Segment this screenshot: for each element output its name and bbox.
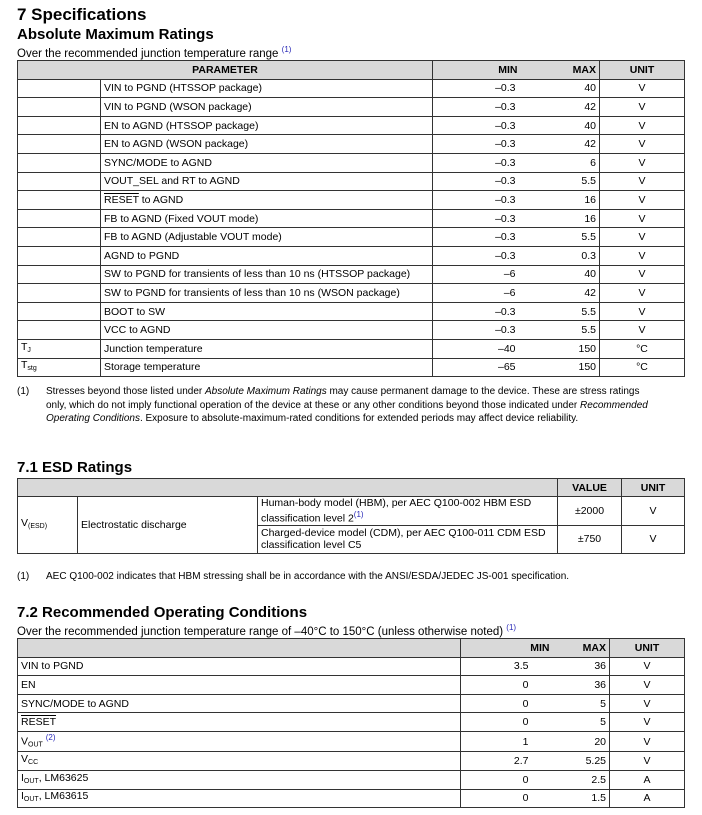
symbol-cell [18, 284, 101, 303]
min-cell: 0 [461, 713, 553, 732]
min-cell: –0.3 [433, 321, 521, 340]
max-cell: 0.3 [521, 246, 600, 265]
esd-table [17, 478, 685, 554]
parameter-cell [18, 676, 461, 695]
unit-cell: °C [600, 339, 685, 358]
max-cell: 5 [553, 694, 610, 713]
min-cell: 0 [461, 694, 553, 713]
esd-unit-cdm: V [622, 525, 685, 553]
max-cell: 5.5 [521, 302, 600, 321]
unit-cell: °C [600, 358, 685, 377]
parameter-cell [101, 79, 433, 98]
unit-cell: V [610, 657, 685, 676]
header-blank [18, 639, 461, 658]
min-cell: 0 [461, 676, 553, 695]
esd-value-cdm: ±750 [558, 525, 622, 553]
abs-max-footnote [17, 385, 657, 441]
param-overline: RESET [21, 716, 57, 729]
param-text: V [21, 735, 29, 748]
section-title: 7 Specifications [17, 5, 147, 24]
param-text: I [21, 790, 24, 803]
roc-subtitle-text: Over the recommended junction temperature range of –40°C to 150°C (unless otherwise noted) [17, 625, 504, 638]
esd-unit-hbm: V [622, 497, 685, 526]
table-row [18, 497, 685, 526]
symbol-cell [18, 172, 101, 191]
param-text: VIN to PGND (HTSSOP package) [104, 82, 262, 95]
unit-cell: V [600, 265, 685, 284]
param-sub: OUT [28, 741, 43, 749]
table-row [18, 98, 685, 117]
symbol-sub: (ESD) [28, 522, 48, 530]
min-cell: –0.3 [433, 228, 521, 247]
table-row [18, 657, 685, 676]
esd-description: Electrostatic discharge [78, 497, 258, 554]
unit-cell: V [600, 79, 685, 98]
table-row [18, 172, 685, 191]
table-row [18, 79, 685, 98]
table-row [18, 116, 685, 135]
parameter-cell [101, 116, 433, 135]
unit-cell: V [600, 228, 685, 247]
param-sub: OUT [23, 777, 39, 785]
parameter-cell [101, 246, 433, 265]
max-cell: 1.5 [553, 789, 610, 808]
symbol-cell [18, 358, 101, 377]
symbol-cell [18, 228, 101, 247]
parameter-cell [18, 694, 461, 713]
table-row [18, 135, 685, 154]
symbol-cell [18, 79, 101, 98]
table-row [18, 358, 685, 377]
header-blank [18, 479, 558, 497]
parameter-cell [101, 265, 433, 284]
max-cell: 36 [553, 657, 610, 676]
max-cell: 5.5 [521, 321, 600, 340]
param-text: EN to AGND (WSON package) [104, 138, 249, 151]
esd-symbol [18, 497, 78, 554]
min-cell: –65 [433, 358, 521, 377]
symbol-cell [18, 321, 101, 340]
unit-cell: V [600, 135, 685, 154]
table-row [18, 771, 685, 790]
table-row [18, 713, 685, 732]
table-row [18, 731, 685, 752]
unit-cell: A [610, 771, 685, 790]
symbol-cell [18, 153, 101, 172]
unit-cell: V [600, 191, 685, 210]
parameter-cell [101, 153, 433, 172]
table-row [18, 153, 685, 172]
unit-cell: V [610, 731, 685, 752]
symbol-sub: stg [27, 365, 37, 373]
header-min: MIN [433, 61, 521, 80]
max-cell: 5.5 [521, 172, 600, 191]
min-cell: –40 [433, 339, 521, 358]
table-header-row [18, 61, 685, 80]
header-unit: UNIT [600, 61, 685, 80]
table-row [18, 265, 685, 284]
min-cell: –0.3 [433, 98, 521, 117]
param-text: SYNC/MODE to AGND [21, 697, 129, 710]
max-cell: 2.5 [553, 771, 610, 790]
param-overline: RESET [104, 193, 139, 206]
symbol-sub: J [27, 346, 31, 354]
max-cell: 42 [521, 284, 600, 303]
parameter-cell [101, 321, 433, 340]
parameter-cell [101, 98, 433, 117]
unit-cell: V [600, 116, 685, 135]
param-text: Storage temperature [104, 361, 201, 374]
symbol-cell [18, 191, 101, 210]
table-row [18, 321, 685, 340]
param-sub: CC [28, 759, 39, 767]
min-cell: 0 [461, 771, 553, 790]
min-cell: –0.3 [433, 209, 521, 228]
param-text: EN [21, 678, 36, 691]
fn-text-1: Stresses beyond those listed under [46, 386, 205, 397]
max-cell: 40 [521, 79, 600, 98]
symbol-cell [18, 116, 101, 135]
footnote-text [46, 385, 656, 426]
unit-cell: V [600, 321, 685, 340]
unit-cell: V [600, 284, 685, 303]
min-cell: –0.3 [433, 79, 521, 98]
condition-text: Human-body model (HBM), per AEC Q100-002 HBM ESD classification level 2 [261, 497, 532, 525]
param-text: V [21, 753, 29, 766]
max-cell: 42 [521, 98, 600, 117]
unit-cell: A [610, 789, 685, 808]
symbol-cell [18, 265, 101, 284]
header-max: MAX [553, 639, 610, 658]
abs-max-table [17, 60, 685, 377]
unit-cell: V [610, 752, 685, 771]
param-text: I [21, 771, 24, 784]
unit-cell: V [600, 302, 685, 321]
footnote-ref[interactable]: (1) [506, 623, 517, 632]
abs-max-subtitle [17, 45, 291, 60]
min-cell: –6 [433, 284, 521, 303]
param-text: AGND to PGND [104, 249, 180, 262]
table-row [18, 246, 685, 265]
unit-cell: V [600, 172, 685, 191]
max-cell: 150 [521, 358, 600, 377]
max-cell: 16 [521, 209, 600, 228]
max-cell: 42 [521, 135, 600, 154]
max-cell: 6 [521, 153, 600, 172]
footnote-ref[interactable]: (1) [353, 510, 364, 519]
unit-cell: V [600, 98, 685, 117]
table-row [18, 302, 685, 321]
param-text: FB to AGND (Fixed VOUT mode) [104, 212, 259, 225]
symbol-cell [18, 302, 101, 321]
max-cell: 40 [521, 116, 600, 135]
parameter-cell [101, 209, 433, 228]
param-text: SW to PGND for transients of less than 10 ns (HTSSOP package) [104, 268, 411, 281]
symbol-cell [18, 246, 101, 265]
min-cell: –0.3 [433, 191, 521, 210]
fn-italic-1: Absolute Maximum Ratings [204, 386, 327, 397]
esd-title: 7.1 ESD Ratings [17, 459, 133, 476]
table-row [18, 676, 685, 695]
param-text: to AGND [138, 193, 184, 206]
header-parameter: PARAMETER [18, 61, 433, 80]
param-sub: OUT [23, 796, 39, 804]
unit-cell: V [600, 209, 685, 228]
min-cell: –0.3 [433, 172, 521, 191]
parameter-cell [18, 713, 461, 732]
unit-cell: V [610, 676, 685, 695]
symbol-text: V [21, 516, 29, 529]
table-row [18, 694, 685, 713]
param-text: BOOT to SW [104, 305, 166, 318]
table-header-row [18, 479, 685, 497]
min-cell: –0.3 [433, 135, 521, 154]
symbol-cell [18, 339, 101, 358]
fn-text-3: . Exposure to absolute-maximum-rated conditions for extended periods may affect device reliability. [139, 413, 579, 424]
parameter-cell [101, 339, 433, 358]
param-text: VIN to PGND (WSON package) [104, 100, 252, 113]
parameter-cell [18, 771, 461, 790]
footnote-number: (1) [17, 386, 30, 397]
parameter-cell [18, 731, 461, 752]
header-value: VALUE [558, 479, 622, 497]
parameter-cell [101, 284, 433, 303]
min-cell: –0.3 [433, 153, 521, 172]
footnote-number: (1) [17, 571, 30, 582]
table-row [18, 339, 685, 358]
max-cell: 5.25 [553, 752, 610, 771]
roc-table [17, 638, 685, 808]
roc-title: 7.2 Recommended Operating Conditions [17, 604, 308, 621]
parameter-cell [101, 172, 433, 191]
parameter-cell [101, 228, 433, 247]
max-cell: 16 [521, 191, 600, 210]
param-suffix: , LM63625 [38, 771, 89, 784]
parameter-cell [101, 191, 433, 210]
symbol-text: T [21, 340, 28, 353]
min-cell: –0.3 [433, 302, 521, 321]
symbol-cell [18, 98, 101, 117]
max-cell: 36 [553, 676, 610, 695]
max-cell: 5 [553, 713, 610, 732]
esd-footnote [17, 570, 677, 584]
header-unit: UNIT [622, 479, 685, 497]
min-cell: 1 [461, 731, 553, 752]
abs-max-subtitle-text: Over the recommended junction temperature range [17, 47, 279, 60]
table-row [18, 789, 685, 808]
param-text: VOUT_SEL and RT to AGND [104, 175, 240, 188]
parameter-cell [18, 657, 461, 676]
unit-cell: V [610, 713, 685, 732]
min-cell: –0.3 [433, 246, 521, 265]
symbol-cell [18, 135, 101, 154]
max-cell: 5.5 [521, 228, 600, 247]
table-row [18, 209, 685, 228]
fn-text-2: may cause permanent damage to the device. These are stress ratings only, which do not imply functional operation of the device at these or any other conditions beyond those indicated under [46, 386, 640, 411]
esd-value-hbm: ±2000 [558, 497, 622, 526]
footnote-ref[interactable]: (2) [45, 732, 56, 742]
footnote-text: AEC Q100-002 indicates that HBM stressing shall be in accordance with the ANSI/ESDA/JEDEC JS-001 specification. [46, 571, 570, 582]
min-cell: –0.3 [433, 116, 521, 135]
table-header-row [18, 639, 685, 658]
roc-subtitle [17, 623, 516, 638]
table-row [18, 191, 685, 210]
parameter-cell [101, 358, 433, 377]
param-text: EN to AGND (HTSSOP package) [104, 119, 259, 132]
header-unit: UNIT [610, 639, 685, 658]
min-cell: 3.5 [461, 657, 553, 676]
table-row [18, 752, 685, 771]
unit-cell: V [600, 246, 685, 265]
param-suffix: , LM63615 [38, 790, 89, 803]
esd-condition-cdm: Charged-device model (CDM), per AEC Q100-011 CDM ESD classification level C5 [258, 525, 558, 553]
unit-cell: V [600, 153, 685, 172]
min-cell: 0 [461, 789, 553, 808]
param-text: VCC to AGND [104, 324, 171, 337]
footnote-ref[interactable]: (1) [281, 45, 292, 54]
param-text: FB to AGND (Adjustable VOUT mode) [104, 231, 282, 244]
table-row [18, 228, 685, 247]
unit-cell: V [610, 694, 685, 713]
parameter-cell [18, 752, 461, 771]
min-cell: 2.7 [461, 752, 553, 771]
max-cell: 150 [521, 339, 600, 358]
param-text: SW to PGND for transients of less than 10 ns (WSON package) [104, 286, 400, 299]
fn-italic-2: Recommended Operating Conditions [46, 399, 648, 424]
abs-max-title: Absolute Maximum Ratings [17, 26, 214, 43]
param-text: Junction temperature [104, 342, 203, 355]
esd-condition-hbm [258, 497, 558, 526]
parameter-cell [18, 789, 461, 808]
table-row [18, 284, 685, 303]
symbol-text: T [21, 359, 28, 372]
param-text: VIN to PGND [21, 660, 84, 673]
header-min: MIN [461, 639, 553, 658]
header-max: MAX [521, 61, 600, 80]
max-cell: 40 [521, 265, 600, 284]
symbol-cell [18, 209, 101, 228]
parameter-cell [101, 302, 433, 321]
parameter-cell [101, 135, 433, 154]
max-cell: 20 [553, 731, 610, 752]
min-cell: –6 [433, 265, 521, 284]
param-text: SYNC/MODE to AGND [104, 156, 212, 169]
